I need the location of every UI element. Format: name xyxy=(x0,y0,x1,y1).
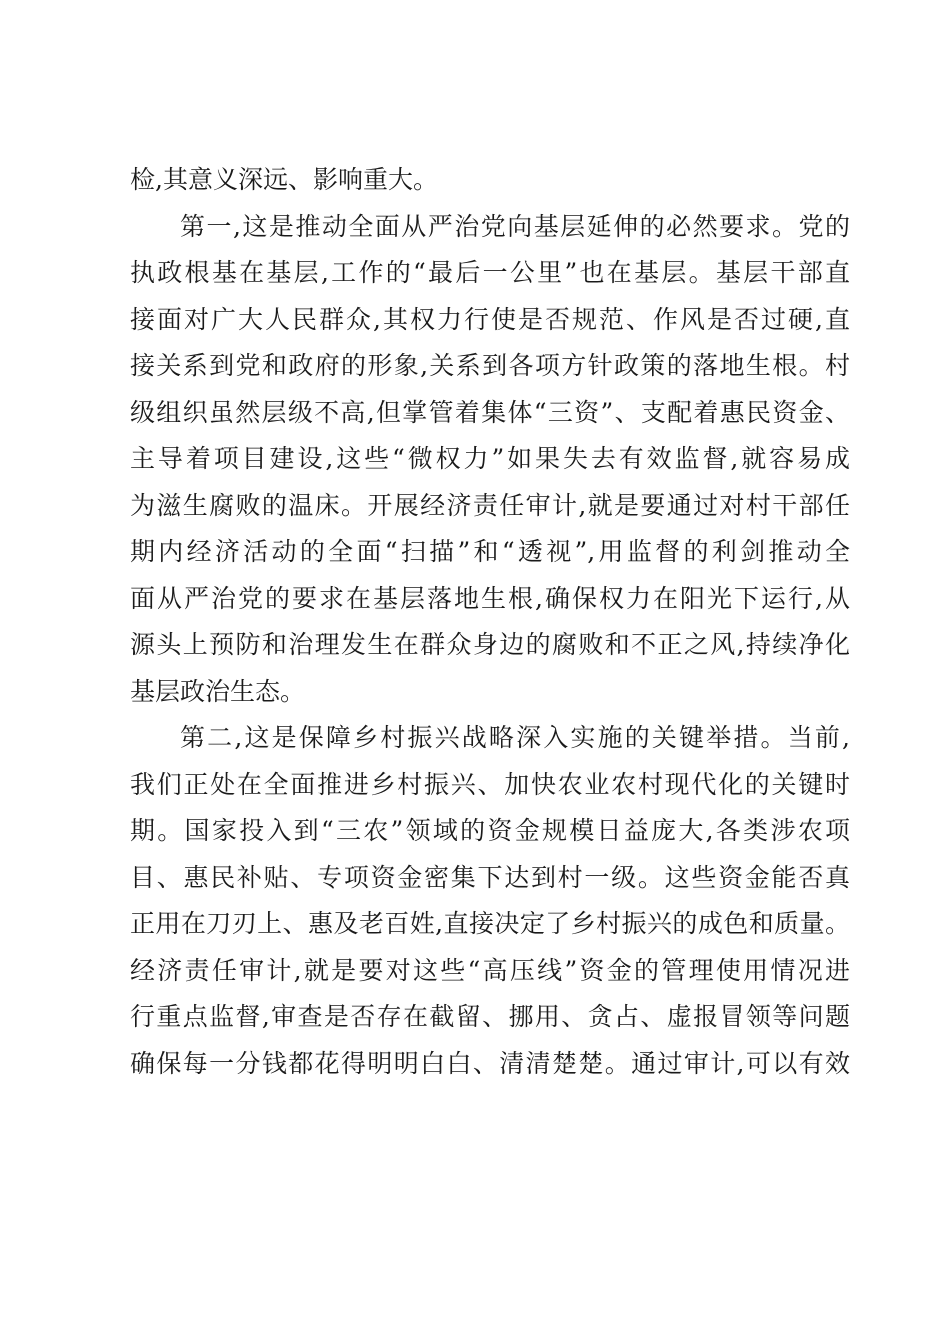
text-line: 经济责任审计,就是要对这些“高压线”资金的管理使用情况进 xyxy=(130,955,850,985)
text-line: 正用在刀刃上、惠及老百姓,直接决定了乡村振兴的成色和质量。 xyxy=(130,909,850,938)
text-line: 目、惠民补贴、专项资金密集下达到村一级。这些资金能否真 xyxy=(130,862,850,892)
paragraph-first-line: 第一,这是推动全面从严治党向基层延伸的必然要求。党的 xyxy=(180,211,850,241)
text-line: 源头上预防和治理发生在群众身边的腐败和不正之风,持续净化 xyxy=(130,630,850,659)
text-line: 基层政治生态。 xyxy=(130,676,306,706)
text-line: 主导着项目建设,这些“微权力”如果失去有效监督,就容易成 xyxy=(130,444,850,473)
text-line: 执政根基在基层,工作的“最后一公里”也在基层。基层干部直 xyxy=(130,258,850,287)
body-text xyxy=(130,157,850,1087)
text-line: 确保每一分钱都花得明明白白、清清楚楚。通过审计,可以有效 xyxy=(130,1048,850,1078)
text-line: 我们正处在全面推进乡村振兴、加快农业农村现代化的关键时 xyxy=(130,769,850,799)
text-line: 期。国家投入到“三农”领域的资金规模日益庞大,各类涉农项 xyxy=(130,816,850,845)
text-line: 面从严治党的要求在基层落地生根,确保权力在阳光下运行,从 xyxy=(130,583,850,613)
paragraph-first-line: 第二,这是保障乡村振兴战略深入实施的关键举措。当前, xyxy=(180,723,850,752)
text-line: 级组织虽然层级不高,但掌管着集体“三资”、支配着惠民资金、 xyxy=(130,397,850,427)
text-line: 为滋生腐败的温床。开展经济责任审计,就是要通过对村干部任 xyxy=(130,490,850,520)
text-line: 检,其意义深远、影响重大。 xyxy=(130,165,438,194)
text-line: 期内经济活动的全面“扫描”和“透视”,用监督的利剑推动全 xyxy=(130,537,850,566)
text-line: 行重点监督,审查是否存在截留、挪用、贪占、虚报冒领等问题 xyxy=(130,1002,850,1031)
text-line: 接面对广大人民群众,其权力行使是否规范、作风是否过硬,直 xyxy=(130,304,850,334)
text-line: 接关系到党和政府的形象,关系到各项方针政策的落地生根。村 xyxy=(130,351,850,380)
